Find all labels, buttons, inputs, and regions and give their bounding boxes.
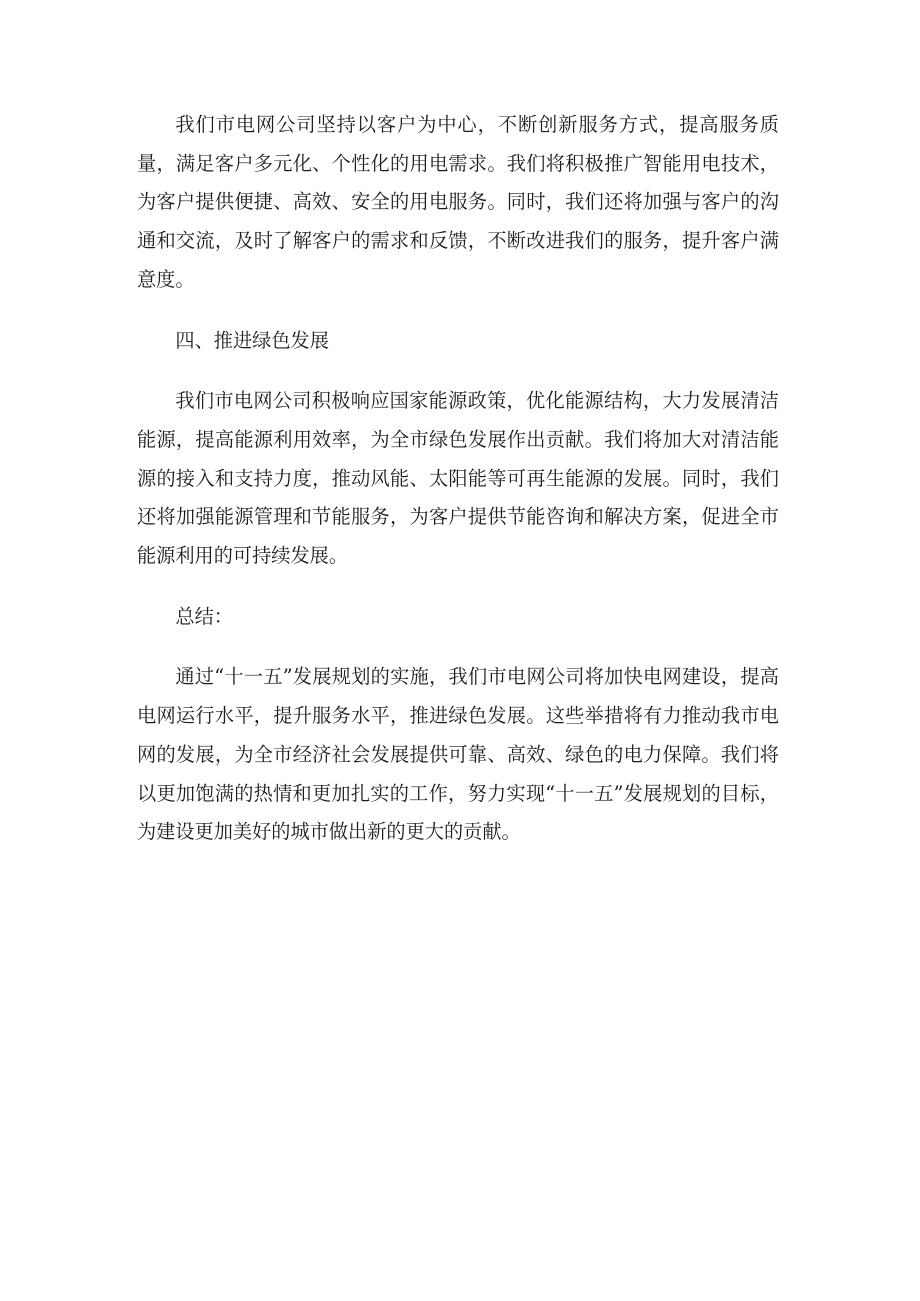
paragraph-summary: 通过“十一五”发展规划的实施，我们市电网公司将加快电网建设，提高电网运行水平，提升服务水平，推进绿色发展。这些举措将有力推动我市电网的发展，为全市经济社会发展提供可靠、高效、绿色的电力保障。我们将以更加饱满的热情和更加扎实的工作，努力实现“十一五”发展规划的目标，为建设更加美好的城市做出新的更大的贡献。 (137, 665, 779, 844)
document-page (137, 106, 779, 874)
section-heading-green-development: 四、推进绿色发展 (175, 328, 329, 352)
section-heading-summary: 总结： (175, 604, 233, 628)
paragraph-green-development: 我们市电网公司积极响应国家能源政策，优化能源结构，大力发展清洁能源，提高能源利用效率，为全市绿色发展作出贡献。我们将加大对清洁能源的接入和支持力度，推动风能、太阳能等可再生能源的发展。同时，我们还将加强能源管理和节能服务，为客户提供节能咨询和解决方案，促进全市能源利用的可持续发展。 (137, 389, 779, 568)
paragraph-customer-service: 我们市电网公司坚持以客户为中心，不断创新服务方式，提高服务质量，满足客户多元化、个性化的用电需求。我们将积极推广智能用电技术，为客户提供便捷、高效、安全的用电服务。同时，我们还将加强与客户的沟通和交流，及时了解客户的需求和反馈，不断改进我们的服务，提升客户满意度。 (137, 113, 779, 291)
